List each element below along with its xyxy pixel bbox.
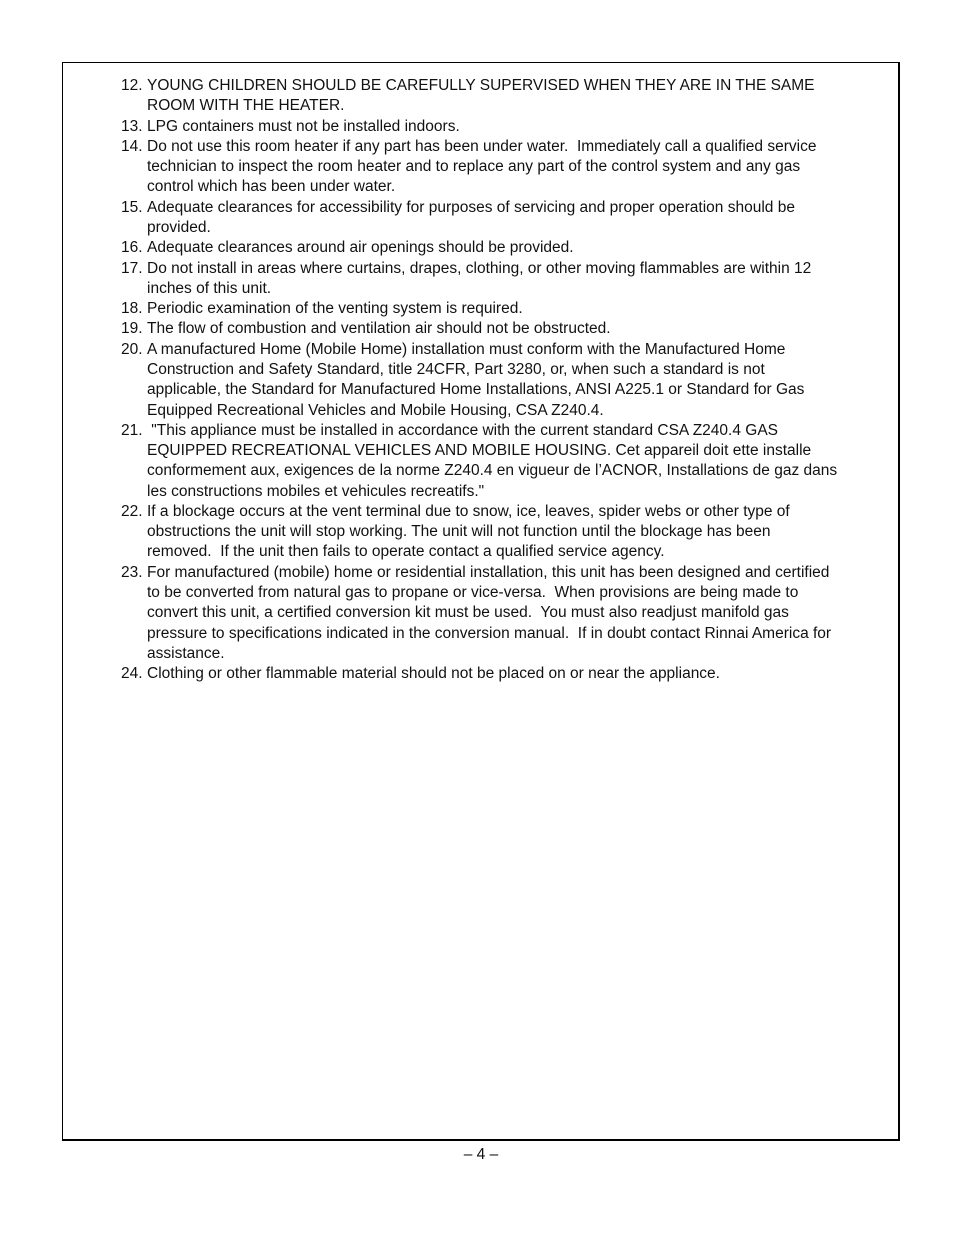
- item-text: [147, 76, 861, 117]
- list-item: [121, 421, 861, 502]
- item-text: [147, 502, 861, 563]
- list-item: [121, 340, 861, 421]
- item-text: [147, 137, 861, 198]
- item-text-line: Clothing or other flammable material should not be placed on or near the appliance.: [147, 665, 720, 683]
- item-text-line: conformement aux, exigences de la norme Z240.4 en vigueur de l’ACNOR, Installations de gaz dans: [147, 462, 838, 480]
- item-number: 24.: [121, 665, 143, 683]
- list-item: [121, 137, 861, 198]
- item-text-line: obstructions the unit will stop working. The unit will not function until the blockage has been: [147, 523, 771, 541]
- item-text: [147, 421, 861, 502]
- item-text-line: ROOM WITH THE HEATER.: [147, 97, 345, 115]
- item-text-line: provided.: [147, 218, 211, 236]
- item-text-line: Equipped Recreational Vehicles and Mobile Housing, CSA Z240.4.: [147, 401, 604, 419]
- item-text-line: Adequate clearances around air openings should be provided.: [147, 239, 574, 257]
- item-text-line: Do not use this room heater if any part has been under water. Immediately call a qualified service: [147, 137, 817, 155]
- item-text-line: The flow of combustion and ventilation air should not be obstructed.: [147, 320, 611, 338]
- list-item: [121, 76, 861, 117]
- item-number: 12.: [121, 77, 143, 94]
- item-text: [147, 198, 861, 239]
- item-text: [147, 319, 861, 339]
- item-number: 21.: [121, 421, 143, 439]
- item-text-line: les constructions mobiles et vehicules recreatifs.": [147, 482, 485, 500]
- item-number: 22.: [121, 502, 143, 520]
- item-text-line: Adequate clearances for accessibility for purposes of servicing and proper operation should be: [147, 198, 795, 216]
- list-item: [121, 117, 861, 137]
- item-text: [147, 259, 861, 300]
- item-text-line: applicable, the Standard for Manufactured Home Installations, ANSI A225.1 or Standard for Gas: [147, 381, 805, 399]
- item-number: 16.: [121, 239, 143, 257]
- list-item: [121, 664, 861, 684]
- item-text: [147, 340, 861, 421]
- list-item: [121, 319, 861, 339]
- item-text-line: YOUNG CHILDREN SHOULD BE CAREFULLY SUPERVISED WHEN THEY ARE IN THE SAME: [147, 77, 815, 94]
- list-item: [121, 502, 861, 563]
- item-text-line: convert this unit, a certified conversion kit must be used. You must also readjust manifold gas: [147, 604, 789, 622]
- item-text-line: LPG containers must not be installed indoors.: [147, 117, 460, 135]
- list-item: [121, 563, 861, 664]
- list-item: [121, 198, 861, 239]
- item-text: [147, 299, 861, 319]
- item-text-line: A manufactured Home (Mobile Home) installation must conform with the Manufactured Home: [147, 340, 786, 358]
- item-text-line: Do not install in areas where curtains, drapes, clothing, or other moving flammables are within 12: [147, 259, 812, 277]
- item-text-line: inches of this unit.: [147, 279, 272, 297]
- item-text-line: Construction and Safety Standard, title 24CFR, Part 3280, or, when such a standard is not: [147, 360, 765, 378]
- item-number: 19.: [121, 320, 143, 338]
- item-number: 17.: [121, 259, 143, 277]
- item-text-line: pressure to specifications indicated in the conversion manual. If in doubt contact Rinnai America for: [147, 624, 832, 642]
- item-text-line: technician to inspect the room heater and to replace any part of the control system and any gas: [147, 158, 801, 176]
- item-text-line: to be converted from natural gas to propane or vice-versa. When provisions are being made to: [147, 584, 799, 602]
- item-text-line: assistance.: [147, 644, 225, 662]
- item-text-line: For manufactured (mobile) home or residential installation, this unit has been designed and certified: [147, 563, 830, 581]
- item-number: 23.: [121, 563, 143, 581]
- item-number: 15.: [121, 198, 143, 216]
- item-text-line: "This appliance must be installed in accordance with the current standard CSA Z240.4 GAS: [147, 421, 779, 439]
- item-text-line: removed. If the unit then fails to operate contact a qualified service agency.: [147, 543, 665, 561]
- item-text: [147, 664, 861, 684]
- item-number: 20.: [121, 340, 143, 358]
- list-item: [121, 299, 861, 319]
- item-number: 14.: [121, 137, 143, 155]
- item-text-line: control which has been under water.: [147, 178, 396, 196]
- item-text: [147, 117, 861, 137]
- item-text-line: Periodic examination of the venting system is required.: [147, 300, 523, 318]
- item-text-line: EQUIPPED RECREATIONAL VEHICLES AND MOBILE HOUSING. Cet appareil doit ette installe: [147, 442, 812, 460]
- item-number: 18.: [121, 300, 143, 318]
- page-number: – 4 –: [463, 1146, 499, 1163]
- item-number: 13.: [121, 117, 143, 135]
- list-item: [121, 259, 861, 300]
- item-text-line: If a blockage occurs at the vent terminal due to snow, ice, leaves, spider webs or other type of: [147, 502, 790, 520]
- item-text: [147, 563, 861, 664]
- safety-instructions-list: [121, 76, 861, 684]
- list-item: [121, 238, 861, 258]
- item-text: [147, 238, 861, 258]
